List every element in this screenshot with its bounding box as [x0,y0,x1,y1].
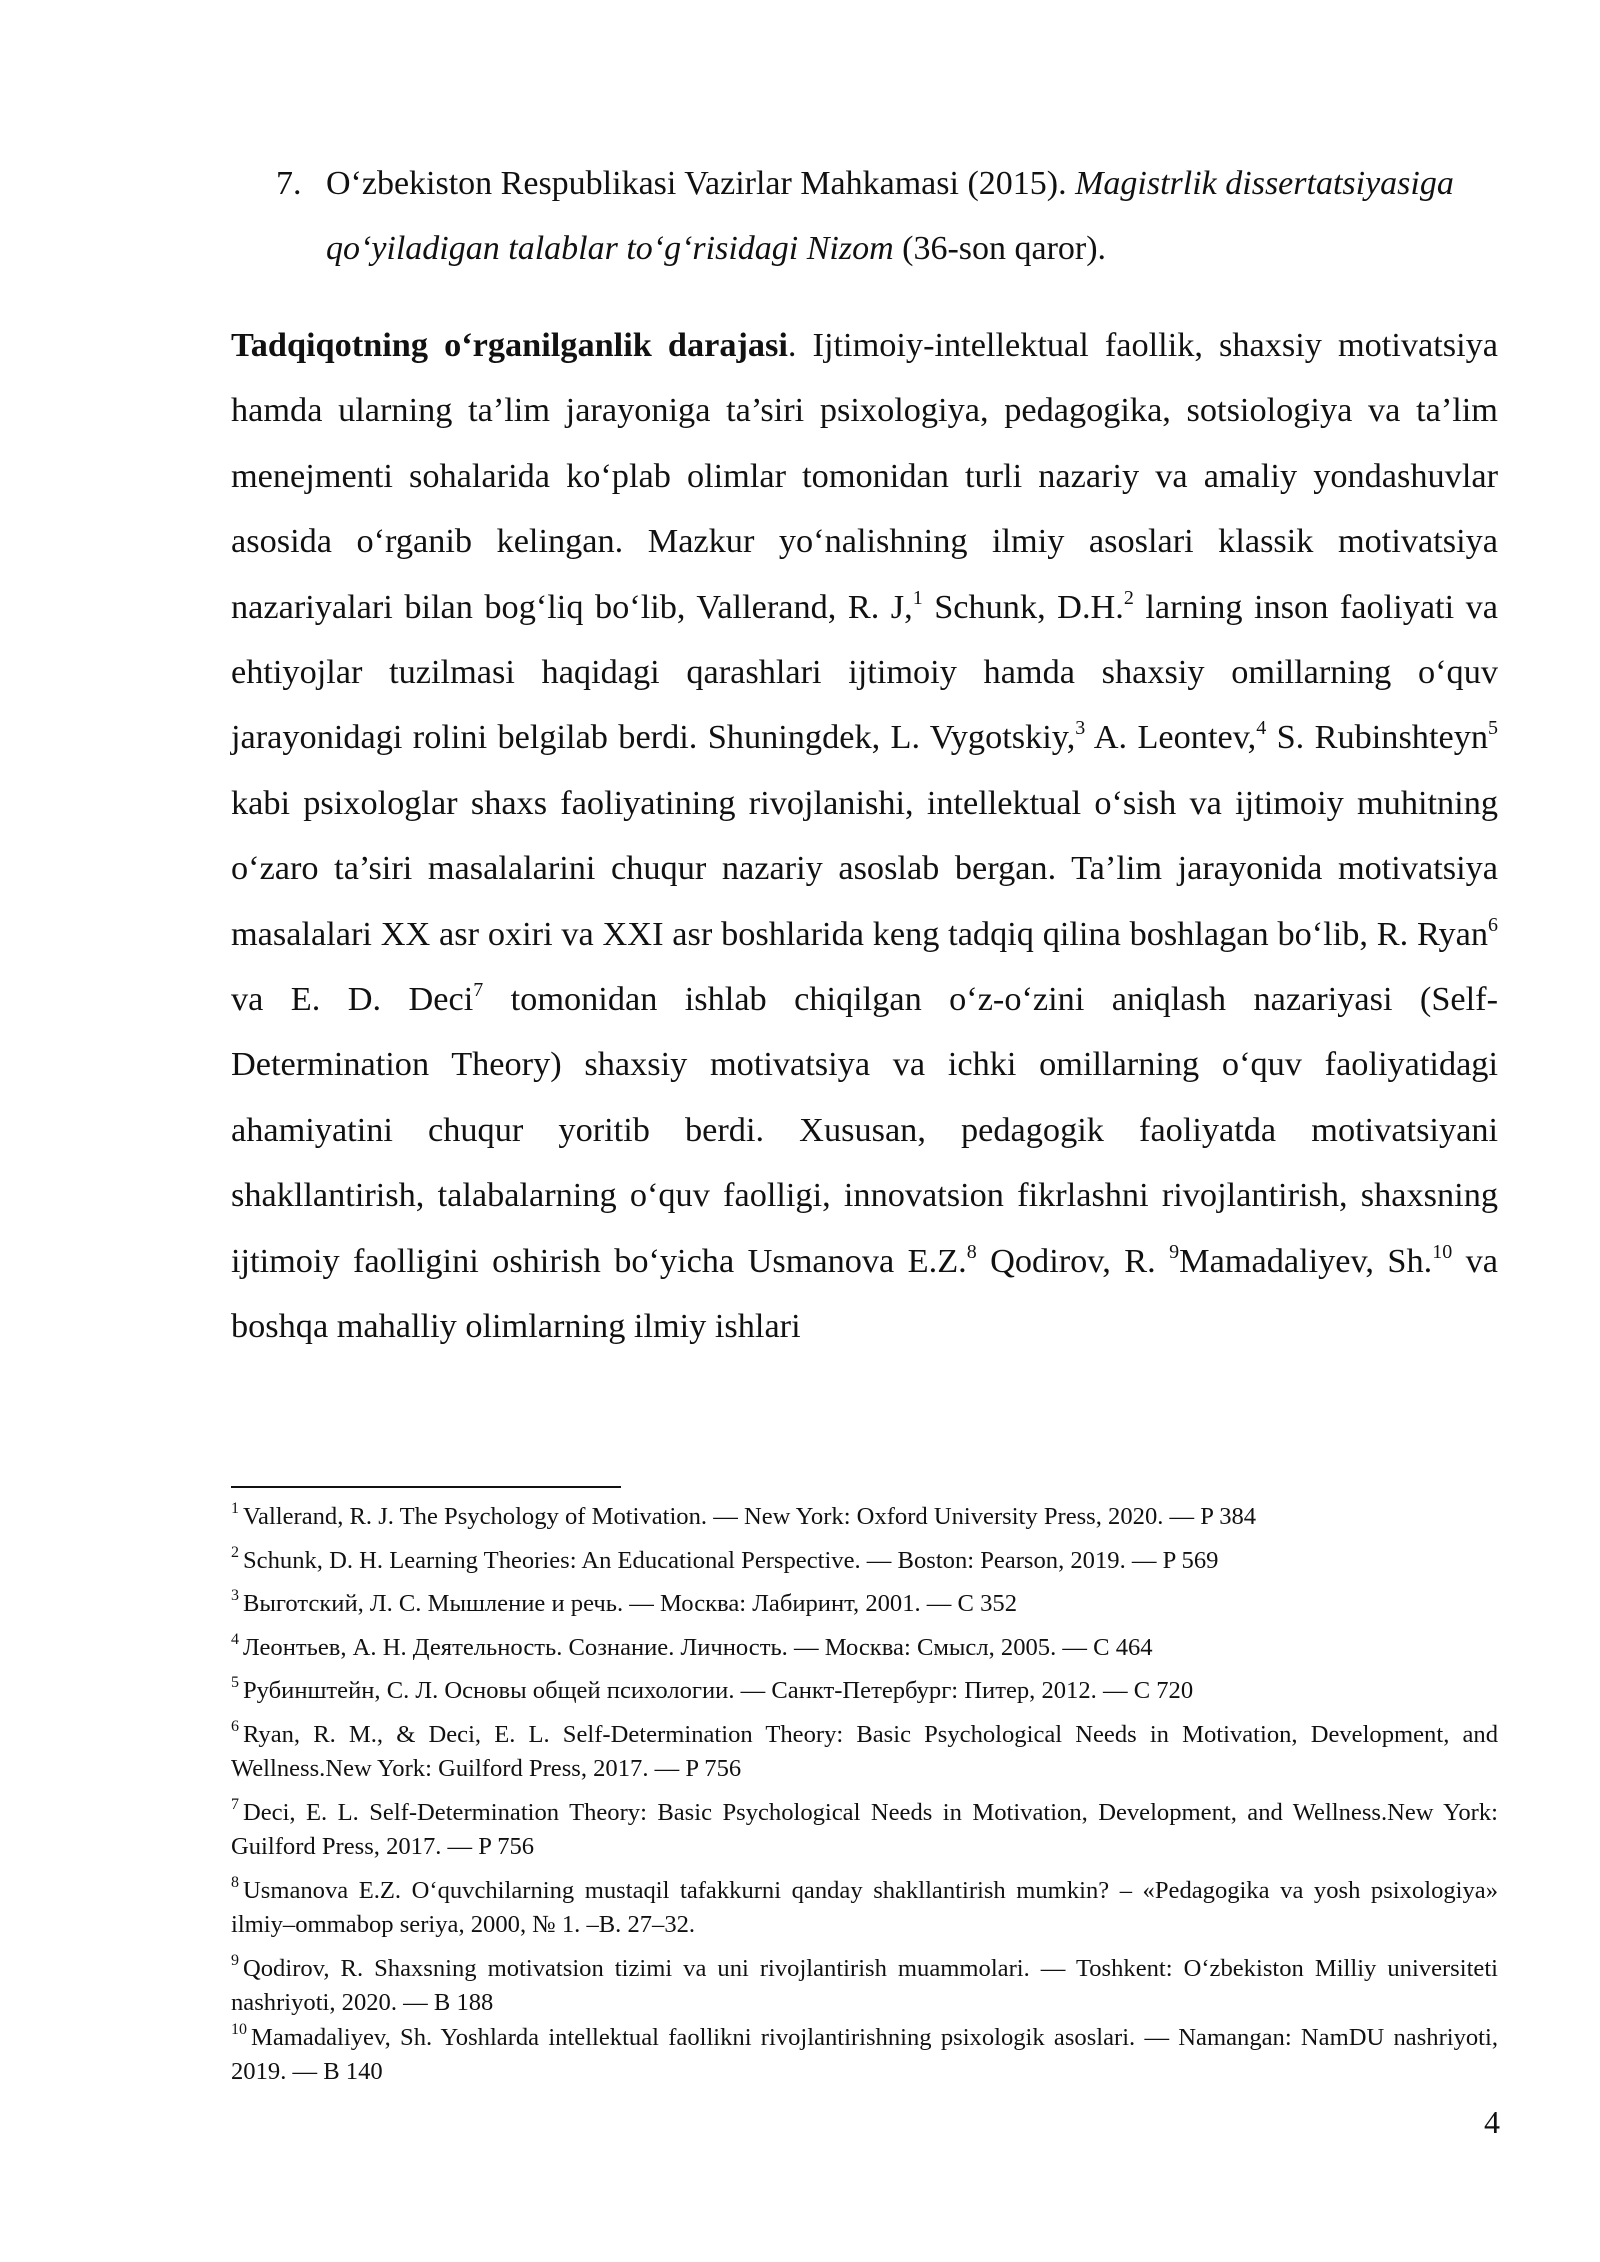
paragraph-text: va boshqa mahalliy olimlarning ilmiy ishlari [231,1241,1498,1346]
footnote-number: 6 [231,1717,239,1735]
reference-text [326,151,1486,281]
footnote-text: Рубинштейн, С. Л. Основы общей психологии. — Санкт-Петербург: Питер, 2012. — С 720 [243,1677,1194,1704]
paragraph-text: S. Rubinshteyn [1266,718,1488,757]
footnote-number: 1 [231,1500,239,1517]
footnote-number: 9 [231,1951,239,1969]
section-heading: Tadqiqotning o‘rganilganlik darajasi [231,326,788,364]
footnote-text: Леонтьев, А. Н. Деятельность. Сознание. Личность. — Москва: Смысл, 2005. — С 464 [243,1633,1153,1661]
footnote-number: 7 [231,1795,239,1813]
paragraph-text: tomonidan ishlab chiqilgan o‘z-o‘zini aniqlash nazariyasi (Self-Determination Theory) shaxsiy motivatsiya va ichki omillarning o‘quv faoliyatidagi ahamiyatini chuqur yoritib berdi. Xususan, pedagogik faoliyatda motivatsiyani shakllantirish, talabalarning o‘quv faolligi, innovatsion fikrlashni rivojlantirish, shaxsning ijtimoiy faolligini oshirish bo‘yicha Usmanova E.Z. [231,980,1498,1280]
footnote-ref[interactable]: 6 [1488,913,1498,936]
footnote-text: Schunk, D. H. Learning Theories: An Educational Perspective. — Boston: Pearson, 2019. — P 569 [243,1546,1219,1574]
footnote-3 [231,1587,1498,1622]
reference-author: O‘zbekiston Respublikasi Vazirlar Mahkamasi (2015). [326,165,1076,202]
footnote-ref[interactable]: 7 [473,979,484,1002]
main-paragraph [231,313,1498,1360]
footnote-ref[interactable]: 4 [1256,717,1267,740]
footnote-ref[interactable]: 9 [1169,1240,1180,1263]
paragraph-text: larning inson faoliyati va ehtiyojlar tuzilmasi haqidagi qarashlari ijtimoiy hamda shaxsiy omillarning o‘quv jarayonidagi rolini belgilab berdi. Shuningdek, L. Vygotskiy, [231,587,1498,757]
footnote-ref[interactable]: 8 [966,1240,977,1263]
footnote-number: 3 [231,1587,239,1604]
footnote-7 [231,1796,1498,1865]
footnote-text: Qodirov, R. Shaxsning motivatsion tizimi va uni rivojlantirish muammolari. — Toshkent: O‘zbekiston Milliy universiteti nashriyoti, 2020. — B 188 [231,1954,1498,2016]
footnote-text: Mamadaliyev, Sh. Yoshlarda intellektual faollikni rivojlantirishning psixologik asoslari. — Namangan: NamDU nashriyoti, 2019. — B 140 [231,2023,1498,2085]
reference-tail: (36-son qaror). [893,230,1107,267]
footnote-8 [231,1874,1498,1943]
paragraph-text: Qodirov, R. [976,1241,1170,1280]
footnote-2 [231,1544,1498,1579]
footnote-ref[interactable]: 3 [1075,717,1086,740]
footnote-1 [231,1500,1498,1535]
footnote-text: Usmanova E.Z. O‘quvchilarning mustaqil tafakkurni qanday shakllantirish mumkin? – «Pedagogika va yosh psixologiya» ilmiy–ommabop seriya, 2000, № 1. –B. 27–32. [231,1876,1498,1938]
footnote-4 [231,1631,1498,1666]
footnote-6 [231,1718,1498,1787]
footnote-number: 8 [231,1873,239,1891]
footnote-number: 2 [231,1543,239,1561]
footnote-number: 4 [231,1630,239,1648]
reference-title: Magistrlik dissertatsiyasiga qo‘yiladigan talablar to‘g‘risidagi Nizom [326,165,1454,267]
footnote-text: Vallerand, R. J. The Psychology of Motivation. — New York: Oxford University Press, 2020. — P 384 [243,1503,1257,1530]
footnote-ref[interactable]: 1 [912,586,923,609]
paragraph-text: Schunk, D.H. [922,587,1124,626]
paragraph-text: kabi psixologlar shaxs faoliyatining rivojlanishi, intellektual o‘sish va ijtimoiy muhitning o‘zaro ta’siri masalalarini chuqur nazariy asoslab bergan. Ta’lim jarayonida motivatsiya masalalari XX asr oxiri va XXI asr boshlarida keng tadqiq qilina boshlagan bo‘lib, R. Ryan [231,783,1498,953]
reference-number: 7. [276,165,302,202]
paragraph-text: . Ijtimoiy-intellektual faollik, shaxsiy motivatsiya hamda ularning ta’lim jarayoniga ta’siri psixologiya, pedagogika, sotsiologiya va ta’lim menejmenti sohalarida ko‘plab olimlar tomonidan turli nazariy va amaliy yondashuvlar asosida o‘rganib kelingan. Mazkur yo‘nalishning ilmiy asoslari klassik motivatsiya nazariyalari bilan bog‘liq bo‘lib, Vallerand, R. J, [231,326,1498,626]
footnote-10 [231,2021,1498,2090]
footnote-text: Ryan, R. M., & Deci, E. L. Self-Determination Theory: Basic Psychological Needs in Motivation, Development, and Wellness.New York: Guilford Press, 2017. — P 756 [231,1720,1498,1782]
footnote-ref[interactable]: 5 [1488,717,1498,740]
footnote-ref[interactable]: 10 [1432,1240,1453,1263]
footnote-number: 5 [231,1674,239,1691]
paragraph-text: Mamadaliyev, Sh. [1179,1241,1433,1280]
footnote-9 [231,1952,1498,2021]
footnote-number: 10 [231,2020,247,2038]
page-number: 4 [1484,2104,1500,2140]
footnotes [231,1500,1498,2099]
footnote-5 [231,1674,1498,1709]
footnote-text: Выготский, Л. С. Мышление и речь. — Москва: Лабиринт, 2001. — С 352 [243,1590,1017,1617]
footnote-ref[interactable]: 2 [1123,586,1134,609]
paragraph-text: A. Leontev, [1085,718,1257,757]
footnote-text: Deci, E. L. Self-Determination Theory: Basic Psychological Needs in Motivation, Development, and Wellness.New York: Guilford Press, 2017. — P 756 [231,1798,1498,1860]
paragraph-text: va E. D. Deci [231,980,474,1019]
footnote-separator [231,1486,621,1488]
